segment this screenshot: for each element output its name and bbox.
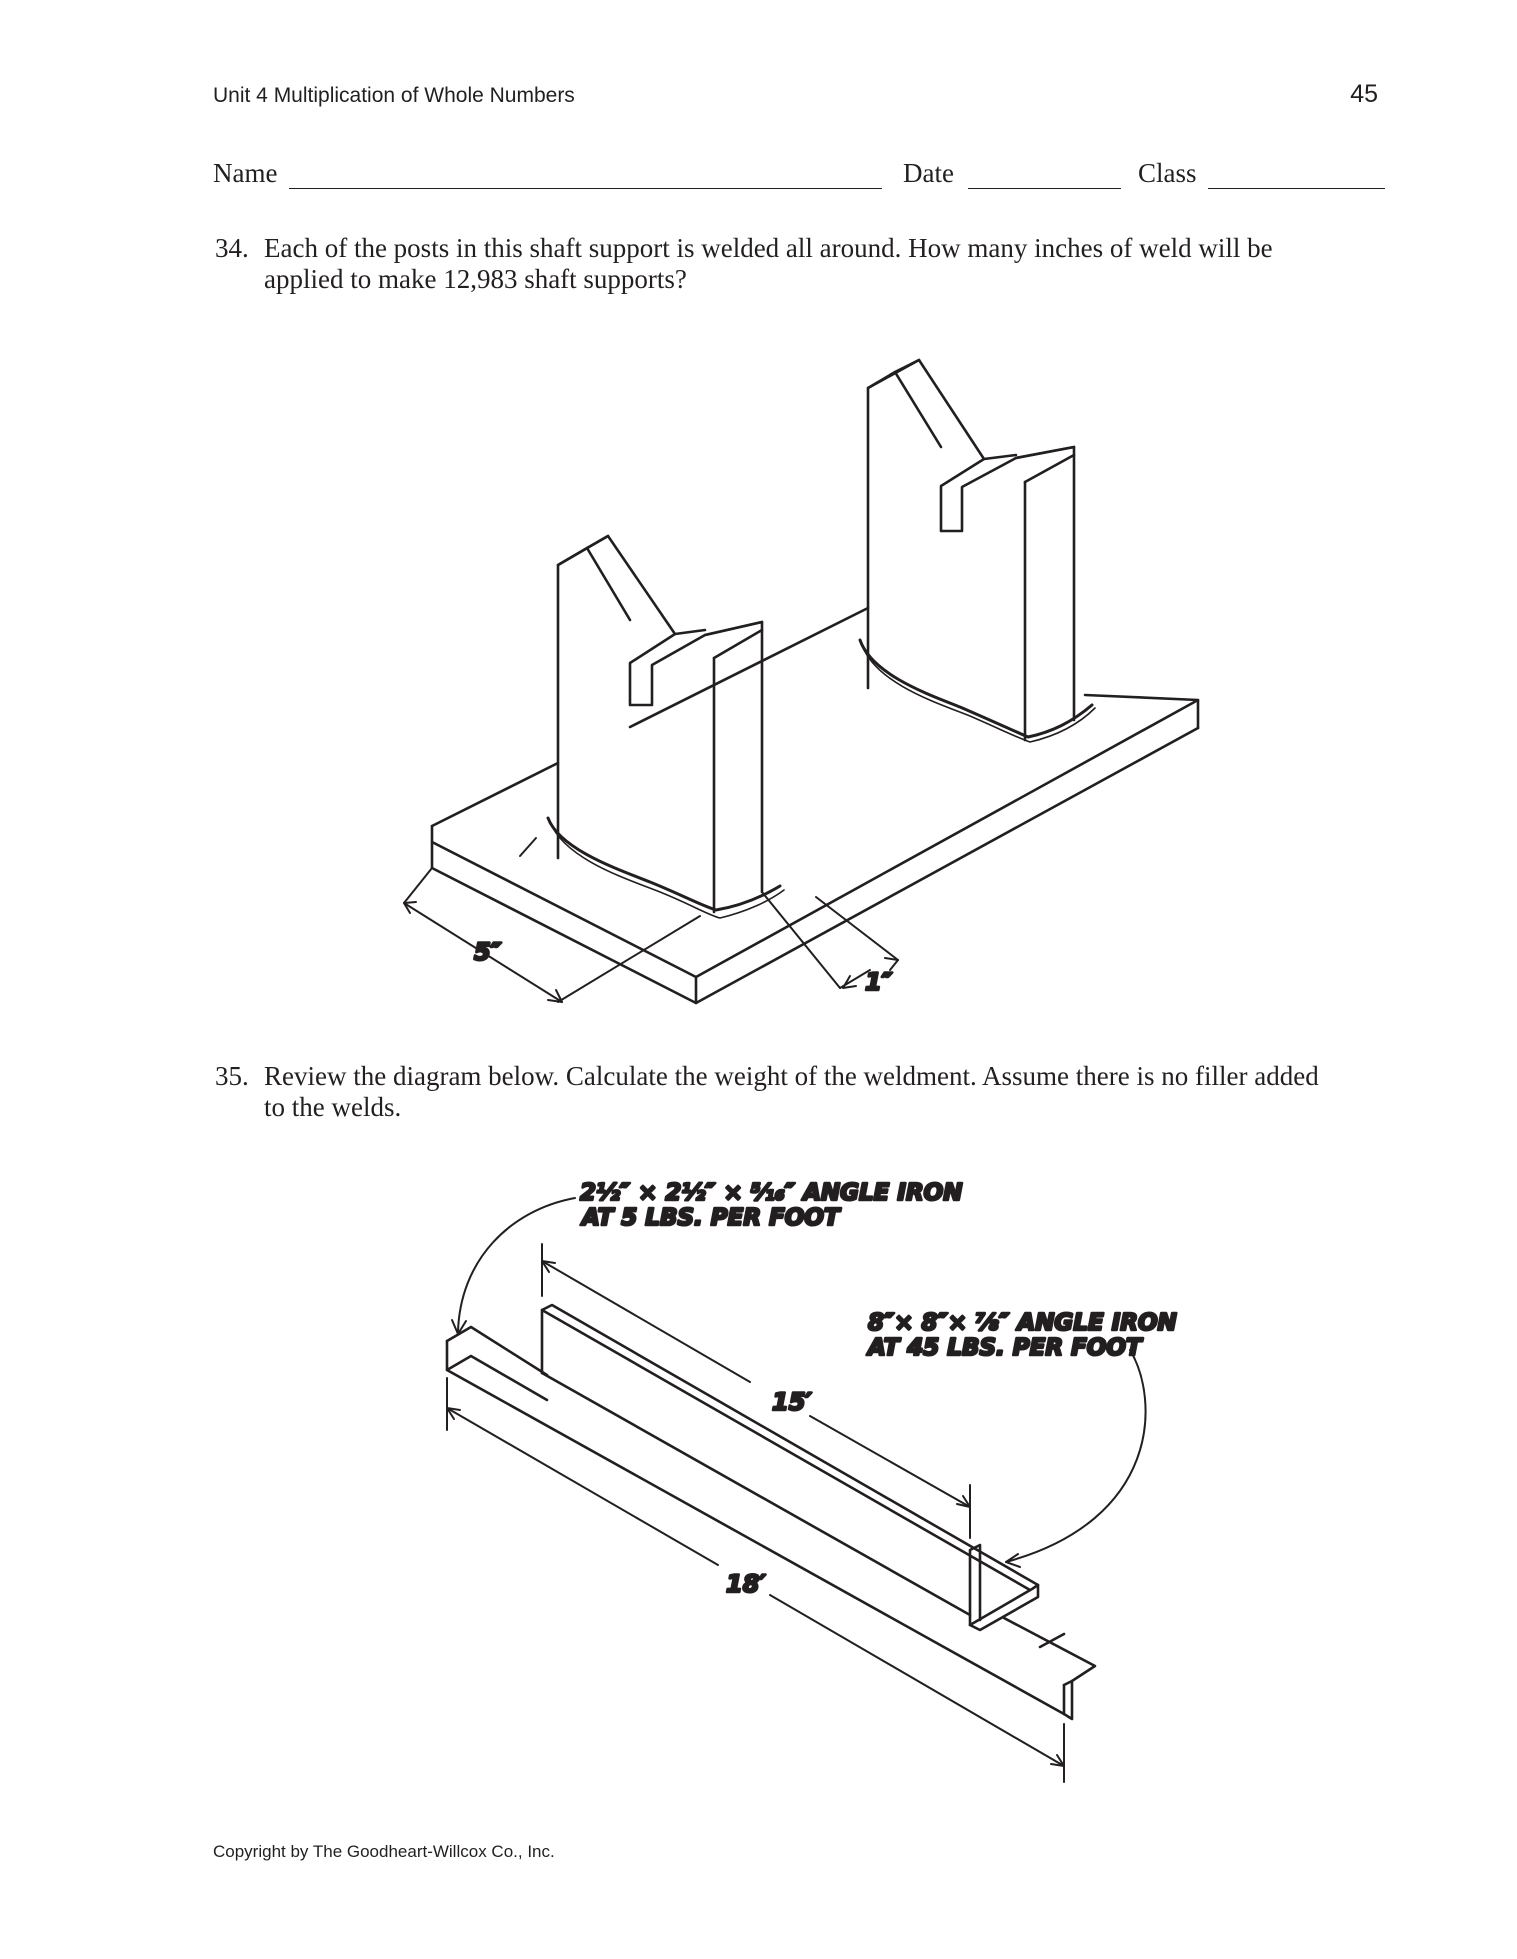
copyright-footer: Copyright by The Goodheart-Willcox Co., Inc. (213, 1842, 555, 1861)
unit-header: Unit 4 Multiplication of Whole Numbers (213, 84, 575, 107)
class-label: Class (1138, 158, 1197, 188)
dimension-5-label: 5″ (474, 938, 502, 966)
question-35-line-2: to the welds. (264, 1092, 402, 1122)
large-angle-leader (1006, 1350, 1146, 1562)
question-35-line-1: Review the diagram below. Calculate the weight of the weldment. Assume there is no filler added (264, 1061, 1319, 1091)
question-35-number: 35. (215, 1061, 249, 1091)
dimension-18-label: 18′ (726, 1570, 766, 1598)
name-label: Name (213, 158, 278, 188)
question-34-number: 34. (215, 233, 249, 263)
large-angle-label-line-2: AT 45 LBS. PER FOOT (868, 1335, 1142, 1361)
dimension-15-label: 15′ (772, 1388, 812, 1416)
dimension-1-label: 1″ (865, 968, 893, 996)
small-angle-label-line-1: 2½″ × 2½″ × ⁵⁄₁₆″ ANGLE IRON (580, 1180, 963, 1206)
large-angle-label-line-1: 8″× 8″× ⁷⁄₈″ ANGLE IRON (868, 1310, 1177, 1336)
small-angle-leader (458, 1198, 575, 1332)
date-label: Date (903, 158, 954, 188)
question-34-line-1: Each of the posts in this shaft support is welded all around. How many inches of weld will be (264, 233, 1273, 263)
small-angle-label-line-2: AT 5 LBS. PER FOOT (582, 1205, 840, 1231)
large-angle-iron (447, 1327, 1095, 1719)
page-number: 45 (1350, 80, 1378, 108)
question-34-line-2: applied to make 12,983 shaft supports? (264, 264, 687, 294)
